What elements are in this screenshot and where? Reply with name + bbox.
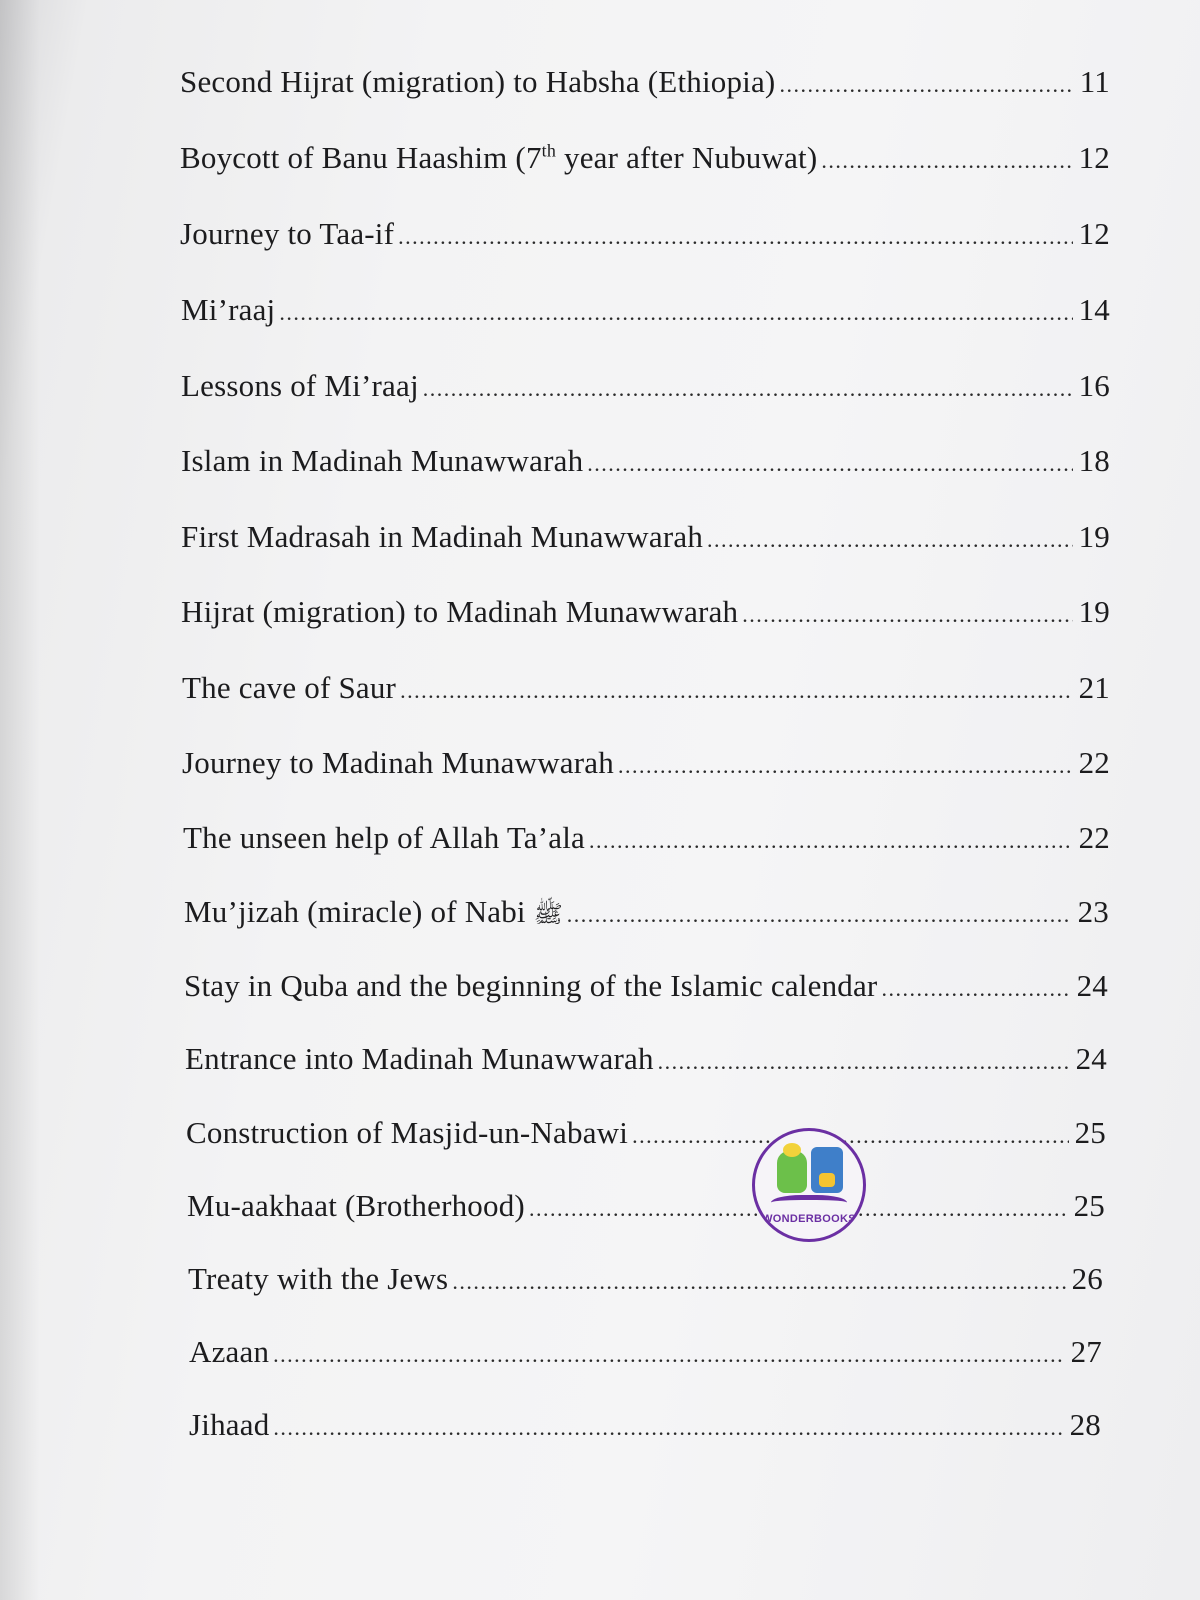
- toc-entry: [180, 62, 1110, 105]
- toc-entry-title: Second Hijrat (migration) to Habsha (Ethiopia): [180, 64, 776, 99]
- toc-entry-page: 28: [1069, 1407, 1101, 1442]
- title-part: Mu’jizah (miracle) of Nabi: [184, 894, 526, 929]
- toc-entry-page: 25: [1073, 1188, 1105, 1223]
- toc-entry-title: Journey to Taa-if: [180, 216, 395, 251]
- toc-entry-page: 11: [1079, 64, 1110, 99]
- dot-leader: [423, 369, 1073, 409]
- dot-leader: [273, 1408, 1063, 1448]
- dot-leader: [618, 746, 1073, 786]
- toc-entry: [185, 1039, 1107, 1082]
- toc-entry: [183, 818, 1110, 861]
- toc-entry: [180, 138, 1110, 181]
- toc-entry-title: Mu-aakhaat (Brotherhood): [187, 1188, 525, 1223]
- wonderbooks-watermark-logo: [752, 1128, 866, 1242]
- toc-entry-page: 18: [1078, 443, 1110, 478]
- toc-entry: [181, 592, 1110, 635]
- toc-entry-page: 21: [1078, 670, 1110, 705]
- title-part: year after Nubuwat): [556, 140, 818, 175]
- toc-entry-title: Mi’raaj: [181, 292, 276, 327]
- green-character-icon: [777, 1151, 807, 1193]
- arabic-salutation: ﷺ: [533, 900, 563, 928]
- toc-entry-page: 14: [1078, 292, 1110, 327]
- dot-leader: [279, 293, 1072, 333]
- toc-entry-title: Journey to Madinah Munawwarah: [182, 745, 614, 780]
- toc-entry-page: 12: [1078, 216, 1110, 251]
- dot-leader: [779, 65, 1073, 105]
- dot-leader: [821, 141, 1072, 181]
- toc-entry-page: 23: [1077, 894, 1109, 929]
- dot-leader: [452, 1262, 1065, 1302]
- toc-entry: [182, 668, 1110, 711]
- toc-entry-page: 24: [1076, 968, 1108, 1003]
- toc-entry: [188, 1259, 1103, 1302]
- dot-leader: [587, 444, 1072, 484]
- dot-leader: [273, 1335, 1064, 1375]
- toc-entry-title: First Madrasah in Madinah Munawwarah: [181, 519, 704, 554]
- toc-entry-title: Stay in Quba and the beginning of the Islamic calendar: [184, 968, 878, 1003]
- dot-leader: [589, 821, 1073, 861]
- toc-entry-page: 26: [1071, 1261, 1103, 1296]
- dot-leader: [398, 217, 1072, 257]
- toc-entry-page: 16: [1078, 368, 1110, 403]
- toc-entry-page: 24: [1075, 1041, 1107, 1076]
- blue-backpack-character-icon: [811, 1147, 843, 1193]
- toc-entry: [180, 214, 1110, 257]
- toc-entry-page: 19: [1078, 519, 1110, 554]
- toc-entry: [189, 1332, 1102, 1375]
- toc-entry-page: 22: [1078, 745, 1110, 780]
- toc-entry-title: Construction of Masjid-un-Nabawi: [186, 1115, 629, 1150]
- toc-entry-title: Jihaad: [189, 1407, 270, 1442]
- toc-entry-page: 19: [1078, 594, 1110, 629]
- toc-entry: [184, 892, 1109, 935]
- toc-entry-title: The cave of Saur: [182, 670, 397, 705]
- toc-entry-title: Islam in Madinah Munawwarah: [181, 443, 584, 478]
- dot-leader: [567, 895, 1072, 935]
- toc-entry-page: 25: [1074, 1115, 1106, 1150]
- toc-entry: [182, 743, 1110, 786]
- dot-leader: [707, 520, 1073, 560]
- toc-entry: [181, 366, 1110, 409]
- toc-entry-title: The unseen help of Allah Ta’ala: [183, 820, 586, 855]
- toc-entry-title: [184, 892, 563, 934]
- title-part: Boycott of Banu Haashim (7: [180, 140, 542, 175]
- toc-entry-title: [180, 138, 817, 178]
- watermark-label: WONDERBOOKS: [762, 1213, 856, 1225]
- toc-entry-title: Entrance into Madinah Munawwarah: [185, 1041, 654, 1076]
- toc-entry-title: Azaan: [189, 1334, 270, 1369]
- toc-entry-page: 12: [1078, 140, 1110, 175]
- dot-leader: [742, 595, 1072, 635]
- toc-entry-title: Hijrat (migration) to Madinah Munawwarah: [181, 594, 739, 629]
- toc-entry-page: 27: [1070, 1334, 1102, 1369]
- toc-entry-page: 22: [1078, 820, 1110, 855]
- dot-leader: [658, 1042, 1070, 1082]
- toc-entry: [186, 1113, 1106, 1156]
- toc-entry-title: Treaty with the Jews: [188, 1261, 449, 1296]
- toc-entry-title: Lessons of Mi’raaj: [181, 368, 419, 403]
- toc-entry: [184, 966, 1108, 1009]
- toc-entry: [181, 290, 1110, 333]
- toc-entry: [181, 517, 1110, 560]
- dot-leader: [881, 969, 1070, 1009]
- toc-entry: [181, 441, 1110, 484]
- toc-entry: [187, 1186, 1105, 1229]
- open-book-icon: [771, 1195, 847, 1214]
- toc-entry: [189, 1405, 1101, 1448]
- dot-leader: [400, 671, 1073, 711]
- ordinal-superscript: th: [541, 140, 557, 161]
